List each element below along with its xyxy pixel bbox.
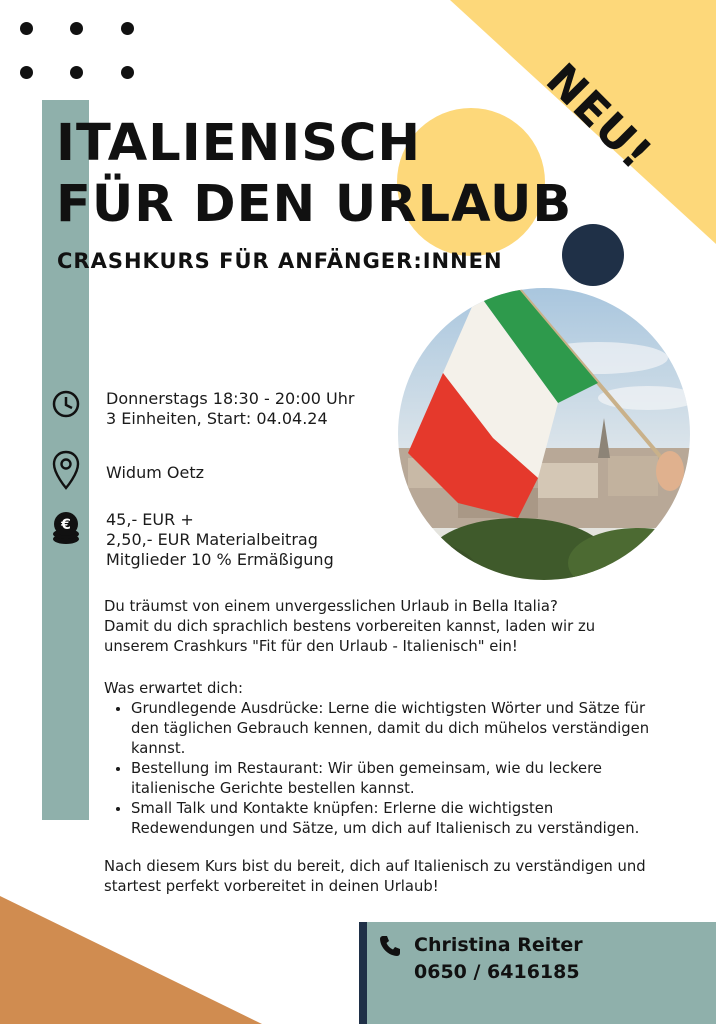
list-item-line: Grundlegende Ausdrücke: Lerne die wichtigsten Wörter und Sätze für (131, 700, 646, 717)
expectations-list (104, 699, 684, 839)
list-item-line: kannst. (131, 740, 186, 757)
contact-name: Christina Reiter (414, 934, 583, 956)
info-price (106, 510, 334, 570)
intro-line: Damit du dich sprachlich bestens vorbereiten kannst, laden wir zu (104, 618, 596, 635)
svg-text:€: € (61, 517, 71, 533)
clock-icon (51, 389, 81, 419)
italian-flag-photo (398, 288, 690, 580)
info-location-line: Widum Oetz (106, 463, 204, 482)
intro-line: Du träumst von einem unvergesslichen Urlaub in Bella Italia? (104, 598, 558, 615)
closing-text (104, 857, 646, 897)
intro-line: unserem Crashkurs "Fit für den Urlaub - Italienisch" ein! (104, 638, 518, 655)
list-item (131, 699, 684, 759)
page-title: ITALIENISCH FÜR DEN URLAUB (56, 114, 573, 234)
phone-icon (378, 934, 402, 958)
contact-box-edge (359, 922, 367, 1024)
info-price-line: 45,- EUR + (106, 510, 194, 529)
info-time-line: Donnerstags 18:30 - 20:00 Uhr (106, 389, 355, 408)
list-item (131, 759, 684, 799)
euro-coins-icon (51, 511, 81, 545)
list-item-line: Redewendungen und Sätze, um dich auf Italienisch zu verständigen. (131, 820, 640, 837)
list-item (131, 799, 684, 839)
info-time-line: 3 Einheiten, Start: 04.04.24 (106, 409, 328, 428)
page-subtitle: CRASHKURS FÜR ANFÄNGER:INNEN (57, 249, 503, 273)
expectations-heading: Was erwartet dich: (104, 680, 244, 697)
list-item-line: Bestellung im Restaurant: Wir üben gemeinsam, wie du leckere (131, 760, 602, 777)
contact-phone[interactable]: 0650 / 6416185 (414, 961, 580, 983)
list-item-line: Small Talk und Kontakte knüpfen: Erlerne die wichtigsten (131, 800, 554, 817)
info-price-line: 2,50,- EUR Materialbeitrag (106, 530, 318, 549)
info-time (106, 389, 354, 429)
list-item-line: den täglichen Gebrauch kennen, damit du dich mühelos verständigen (131, 720, 650, 737)
closing-line: Nach diesem Kurs bist du bereit, dich auf Italienisch zu verständigen und (104, 858, 646, 875)
expectations-section (104, 679, 684, 839)
orange-corner-shape (0, 896, 262, 1024)
info-location (106, 463, 204, 483)
closing-line: startest perfekt vorbereitet in deinen Urlaub! (104, 878, 439, 895)
location-pin-icon (52, 450, 80, 490)
list-item-line: italienische Gerichte bestellen kannst. (131, 780, 415, 797)
new-badge: NEU! (535, 54, 662, 180)
info-price-line: Mitglieder 10 % Ermäßigung (106, 550, 334, 569)
intro-text (104, 597, 595, 657)
